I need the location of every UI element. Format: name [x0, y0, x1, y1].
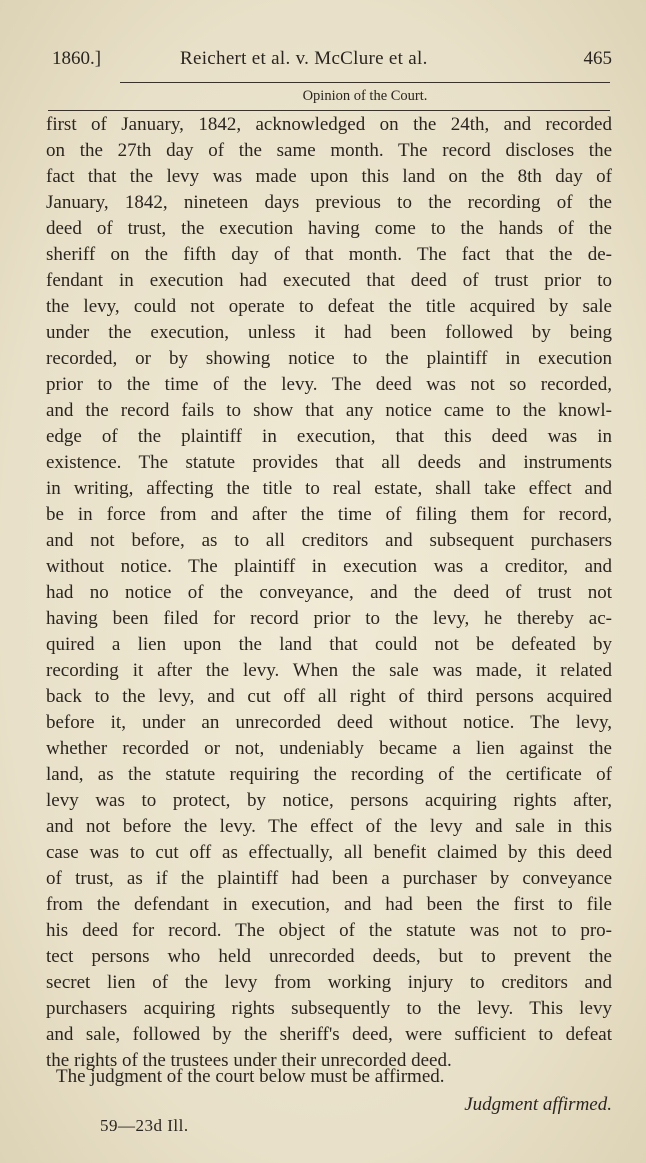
body-line: and sale, followed by the sheriff's deed, were sufficient to defeat: [46, 1024, 612, 1045]
body-line: on the 27th day of the same month. The record discloses the: [46, 140, 612, 161]
body-line: edge of the plaintiff in execution, that this deed was in: [46, 426, 612, 447]
subheading-rule: [48, 110, 610, 111]
body-line: had no notice of the conveyance, and the deed of trust not: [46, 582, 612, 603]
case-title: Reichert et al. v. McClure et al.: [180, 48, 428, 69]
body-line: deed of trust, the execution having come to the hands of the: [46, 218, 612, 239]
body-line: January, 1842, nineteen days previous to the recording of the: [46, 192, 612, 213]
body-line: levy was to protect, by notice, persons acquiring rights after,: [46, 790, 612, 811]
body-line: back to the levy, and cut off all right of third persons acquired: [46, 686, 612, 707]
body-line: having been filed for record prior to the levy, he thereby ac-: [46, 608, 612, 629]
body-line: the rights of the trustees under their unrecorded deed.: [46, 1050, 452, 1071]
body-line: be in force from and after the time of filing them for record,: [46, 504, 612, 525]
body-line: secret lien of the levy from working injury to creditors and: [46, 972, 612, 993]
year-bracket: 1860.]: [52, 48, 102, 69]
running-head: [52, 48, 612, 78]
body-line: fendant in execution had executed that deed of trust prior to: [46, 270, 612, 291]
body-line: from the defendant in execution, and had been the first to file: [46, 894, 612, 915]
body-line: prior to the time of the levy. The deed was not so recorded,: [46, 374, 612, 395]
body-line: his deed for record. The object of the statute was not to pro-: [46, 920, 612, 941]
body-line: under the execution, unless it had been followed by being: [46, 322, 612, 343]
body-line: recording it after the levy. When the sale was made, it related: [46, 660, 612, 681]
header-rule: [120, 82, 610, 83]
body-line: before it, under an unrecorded deed without notice. The levy,: [46, 712, 612, 733]
body-line: recorded, or by showing notice to the plaintiff in execution: [46, 348, 612, 369]
body-line: whether recorded or not, undeniably became a lien against the: [46, 738, 612, 759]
judgment-sentence: The judgment of the court below must be affirmed.: [56, 1066, 445, 1087]
judgment-affirmed: Judgment affirmed.: [464, 1094, 612, 1115]
page-number: 465: [583, 48, 612, 69]
body-line: and the record fails to show that any notice came to the knowl-: [46, 400, 612, 421]
body-line: purchasers acquiring rights subsequently to the levy. This levy: [46, 998, 612, 1019]
signature-mark: 59—23d Ill.: [100, 1116, 189, 1135]
body-line: without notice. The plaintiff in execution was a creditor, and: [46, 556, 612, 577]
body-line: quired a lien upon the land that could not be defeated by: [46, 634, 612, 655]
body-line: sheriff on the fifth day of that month. The fact that the de-: [46, 244, 612, 265]
body-line: of trust, as if the plaintiff had been a purchaser by conveyance: [46, 868, 612, 889]
body-line: first of January, 1842, acknowledged on the 24th, and recorded: [46, 114, 612, 135]
opinion-body: [46, 112, 612, 1074]
body-line: case was to cut off as effectually, all benefit claimed by this deed: [46, 842, 612, 863]
body-line: the levy, could not operate to defeat the title acquired by sale: [46, 296, 612, 317]
body-line: and not before, as to all creditors and subsequent purchasers: [46, 530, 612, 551]
body-line: existence. The statute provides that all deeds and instruments: [46, 452, 612, 473]
body-line: in writing, affecting the title to real estate, shall take effect and: [46, 478, 612, 499]
body-line: land, as the statute requiring the recording of the certificate of: [46, 764, 612, 785]
body-line: tect persons who held unrecorded deeds, but to prevent the: [46, 946, 612, 967]
body-line: and not before the levy. The effect of the levy and sale in this: [46, 816, 612, 837]
body-line: fact that the levy was made upon this land on the 8th day of: [46, 166, 612, 187]
section-subheading: Opinion of the Court.: [302, 88, 428, 104]
